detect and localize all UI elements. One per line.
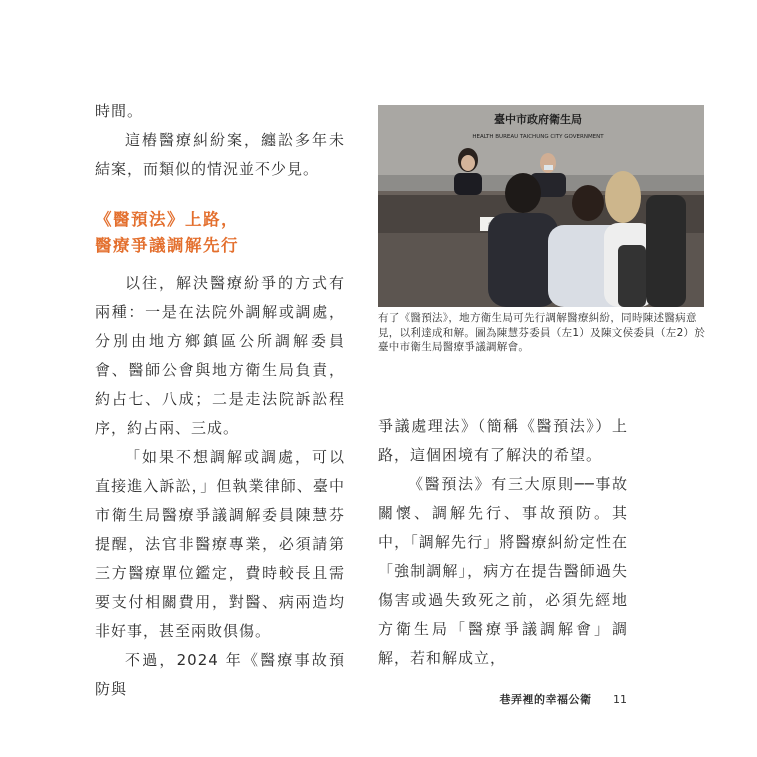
photo-caption: 有了《醫預法》，地方衛生局可先行調解醫療糾紛，同時陳述醫病意見，以利達成和解。圖為陳慧芬委員（左1）及陳文侯委員（左2）於臺中市衛生局醫療爭議調解會。	[378, 312, 706, 353]
sign-text-chinese: 臺中市政府衛生局	[494, 113, 582, 126]
paragraph: 「如果不想調解或調處，可以直接進入訴訟，」但執業律師、臺中市衛生局醫療爭議調解委員陳慧芬提醒，法官非醫療專業，必須請第三方醫療單位鑑定，費時較長且需要支付相關費用，對醫、病兩造均非好事，甚至兩敗俱傷。	[95, 448, 345, 640]
paragraph: 《醫預法》有三大原則──事故關懷、調解先行、事故預防。其中，「調解先行」將醫療糾紛定性在「強制調解」，病方在提告醫師過失傷害或過失致死之前，必須先經地方衛生局「醫療爭議調解會」調解，若和解成立，	[378, 475, 628, 667]
left-text-column	[95, 97, 345, 704]
meeting-photo-illustration	[378, 105, 704, 307]
section-heading-line: 醫療爭議調解先行	[95, 236, 239, 255]
meeting-photo	[378, 105, 704, 307]
page-number: 11	[613, 693, 627, 706]
paragraph: 爭議處理法》（簡稱《醫預法》）上路，這個困境有了解決的希望。	[378, 417, 628, 464]
page-footer	[500, 691, 628, 707]
right-text-column	[378, 412, 628, 673]
paragraph: 不過，2024 年《醫療事故預防與	[95, 651, 345, 698]
paragraph: 以往，解決醫療紛爭的方式有兩種：一是在法院外調解或調處，分別由地方鄉鎮區公所調解委員會、醫師公會與地方衛生局負責，約占七、八成；二是走法院訴訟程序，約占兩、三成。	[95, 274, 345, 437]
publication-title: 巷弄裡的幸福公衛	[499, 693, 592, 706]
paragraph: 時間。	[95, 102, 144, 120]
section-heading	[95, 207, 345, 259]
sign-text-english: HEALTH BUREAU TAICHUNG CITY GOVERNMENT	[472, 134, 604, 140]
section-heading-line: 《醫預法》上路，	[95, 210, 239, 229]
paragraph: 這樁醫療糾紛案，纏訟多年未結案，而類似的情況並不少見。	[95, 131, 345, 178]
